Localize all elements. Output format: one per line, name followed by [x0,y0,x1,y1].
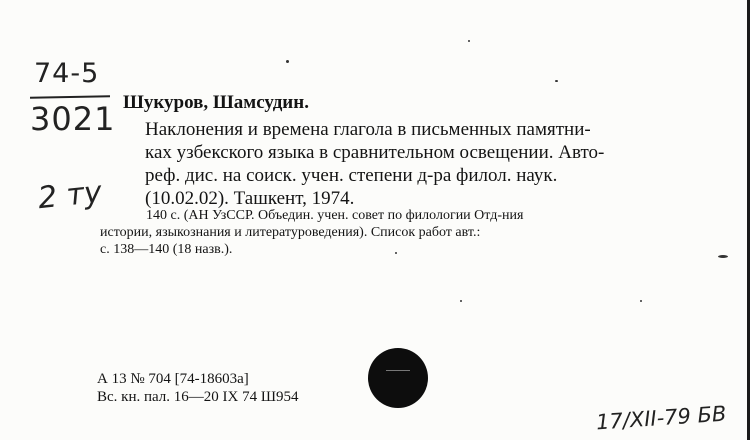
description-block [100,207,712,258]
handwritten-volume-mark: 2 ту [36,174,104,217]
catalog-code-line: А 13 № 704 [74-18603а] [97,371,249,387]
author-heading: Шукуров, Шамсудин. [123,92,309,113]
dust-speck [286,60,289,63]
punch-hole [368,348,428,408]
catalog-code-line: Вс. кн. пал. 16—20 IX 74 Ш954 [97,389,299,405]
dust-speck [555,80,558,82]
description-line: с. 138—140 (18 назв.). [100,242,233,257]
title-block [123,118,711,210]
dust-speck [395,252,397,254]
title-line: Наклонения и времена глагола в письменных памятни- [145,119,591,140]
catalog-codes [97,370,299,406]
description-line: 140 с. (АН УзССР. Объедин. учен. совет по филологии Отд-ния [146,208,524,223]
handwritten-date-note: 17/XII-79 БВ [595,401,728,435]
title-line: ках узбекского языка в сравнительном освещении. Авто- [145,142,605,163]
dust-speck [718,255,728,258]
title-line: (10.02.02). Ташкент, 1974. [145,188,355,209]
description-line: истории, языкознания и литературоведения). Список работ авт.: [100,225,481,240]
dust-speck [640,300,642,302]
handwritten-inventory-number: 3021 [30,100,116,138]
dust-speck [468,40,470,42]
title-line: реф. дис. на соиск. учен. степени д-ра филол. наук. [145,165,558,186]
dust-speck [460,300,462,302]
handwritten-shelf-number: 74-5 [34,58,100,89]
handwritten-underline [30,95,110,98]
